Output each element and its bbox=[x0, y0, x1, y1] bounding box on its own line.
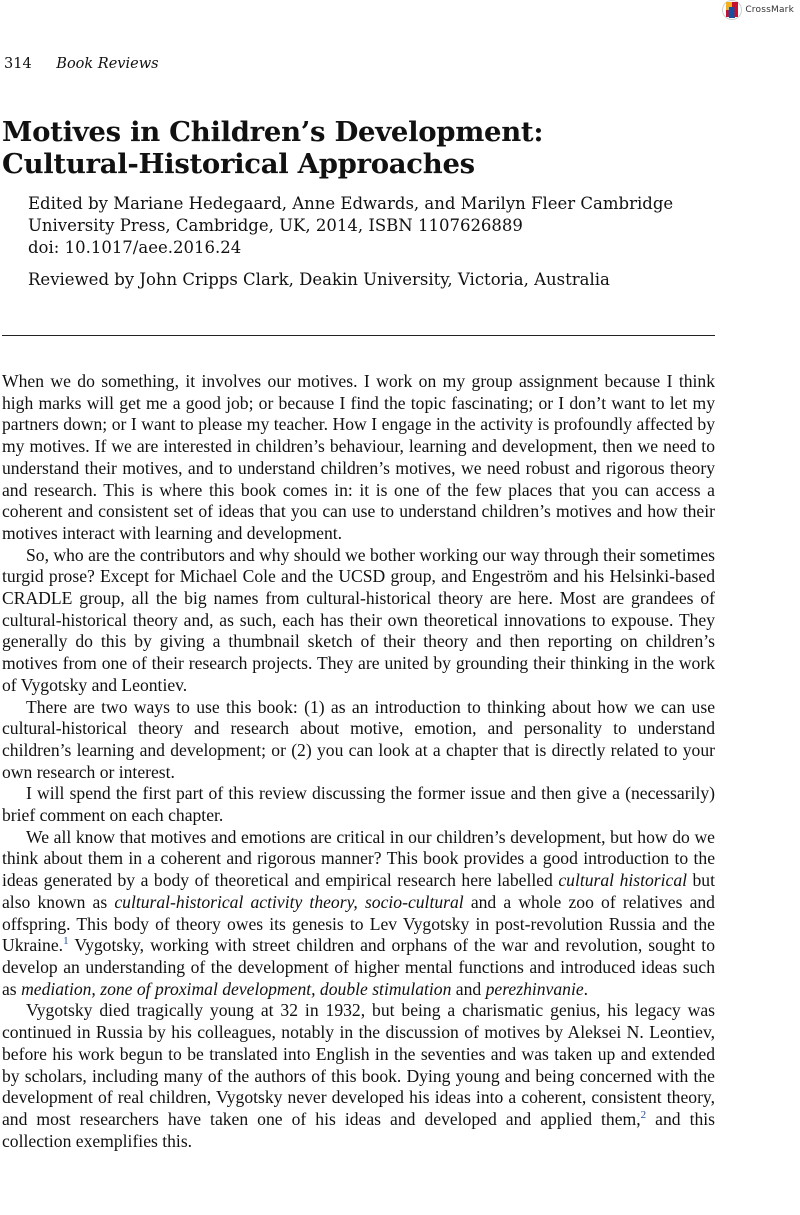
paragraph-6 bbox=[2, 1000, 715, 1152]
book-metadata bbox=[28, 193, 708, 259]
article-title bbox=[2, 116, 543, 180]
p6-text: Vygotsky died tragically young at 32 in 1932, but being a charismatic genius, his legacy was continued in Russia by his colleagues, notably in the discussion of motives by Aleksei N. Leontiev, before his work begun to be translated into English in the seventies and was taken up and extended by scholars, including many of the authors of this book. Dying young and being concerned with the development of real children, Vygotsky never developed his ideas into a coherent, consistent theory, and most researchers have taken one of his ideas and developed and applied them, bbox=[2, 1000, 715, 1129]
term-chat: cultural-historical activity theory, socio-cultural bbox=[114, 891, 464, 912]
crossmark-label: CrossMark bbox=[745, 5, 794, 15]
reviewer-line: Reviewed by John Cripps Clark, Deakin University, Victoria, Australia bbox=[28, 270, 610, 289]
editors-line-2: University Press, Cambridge, UK, 2014, ISBN 1107626889 bbox=[28, 216, 523, 235]
editors-line-1: Edited by Mariane Hedegaard, Anne Edwards, and Marilyn Fleer Cambridge bbox=[28, 194, 674, 213]
paragraph-4: I will spend the first part of this review discussing the former issue and then give a (necessarily) brief comment on each chapter. bbox=[2, 783, 715, 826]
term-perezhinvanie: perezhinvanie bbox=[485, 978, 584, 999]
running-head bbox=[4, 56, 159, 72]
p5-text: . bbox=[583, 978, 589, 999]
p5-text: and a whole zoo of relatives and offspring. This body of theory owes its genesis to Lev Vygotsky in post-revolution Russia and the Ukraine. bbox=[2, 891, 715, 956]
p6-text: and this collection exemplifies this. bbox=[2, 1108, 715, 1151]
section-divider bbox=[2, 335, 715, 336]
p5-text: Vygotsky, working with street children and orphans of the war and revolution, sought to develop an understanding of the development of higher mental functions and introduced ideas such as bbox=[2, 935, 715, 999]
paragraph-5 bbox=[2, 827, 715, 1001]
doi[interactable]: doi: 10.1017/aee.2016.24 bbox=[28, 238, 242, 257]
title-line-2: Cultural-Historical Approaches bbox=[2, 148, 475, 180]
crossmark-badge[interactable] bbox=[722, 0, 794, 20]
review-body bbox=[2, 371, 715, 1152]
title-line-1: Motives in Children’s Development: bbox=[2, 116, 544, 148]
crossmark-icon bbox=[722, 0, 742, 20]
footnote-2-link[interactable]: 2 bbox=[640, 1109, 647, 1122]
journal-section: Book Reviews bbox=[56, 56, 159, 72]
term-cultural-historical: cultural historical bbox=[558, 870, 688, 891]
p5-text: We all know that motives and emotions are critical in our children’s development, but how do we think about them in a coherent and rigorous manner? This book provides a good introduction to the ideas generated by a body of theoretical and empirical research here labelled bbox=[2, 826, 715, 891]
paragraph-1: When we do something, it involves our motives. I work on my group assignment because I think high marks will get me a good job; or because I find the topic fascinating; or I don’t want to let my partners down; or I want to please my teacher. How I engage in the activity is profoundly affected by my motives. If we are interested in children’s behaviour, learning and development, then we need to understand their motives, and to understand children’s motives, we need robust and rigorous theory and research. This is where this book comes in: it is one of the few places that you can access a coherent and consistent set of ideas that you can use to understand children’s motives and how their motives interact with learning and development. bbox=[2, 371, 715, 543]
page-number: 314 bbox=[4, 56, 32, 72]
term-concepts: mediation, zone of proximal development, double stimulation bbox=[21, 978, 452, 999]
paragraph-3: There are two ways to use this book: (1) as an introduction to thinking about how we can use cultural-historical theory and research about motive, emotion, and personality to understand children’s learning and development; or (2) you can look at a chapter that is directly related to your own research or interest. bbox=[2, 696, 715, 782]
footnote-1-link[interactable]: 1 bbox=[63, 935, 69, 948]
paragraph-2: So, who are the contributors and why should we bother working our way through their sometimes turgid prose? Except for Michael Cole and the UCSD group, and Engeström and his Helsinki-based CRADLE group, all the big names from cultural-historical theory are here. Most are grandees of cultural-historical theory and, as such, each has their own theoretical innovations to expouse. They generally do this by giving a thumbnail sketch of their theory and then reporting on children’s motives from one of their research projects. They are united by grounding their thinking in the work of Vygotsky and Leontiev. bbox=[2, 544, 715, 695]
p5-text: and bbox=[451, 978, 486, 999]
p5-text: but also known as bbox=[2, 870, 715, 912]
